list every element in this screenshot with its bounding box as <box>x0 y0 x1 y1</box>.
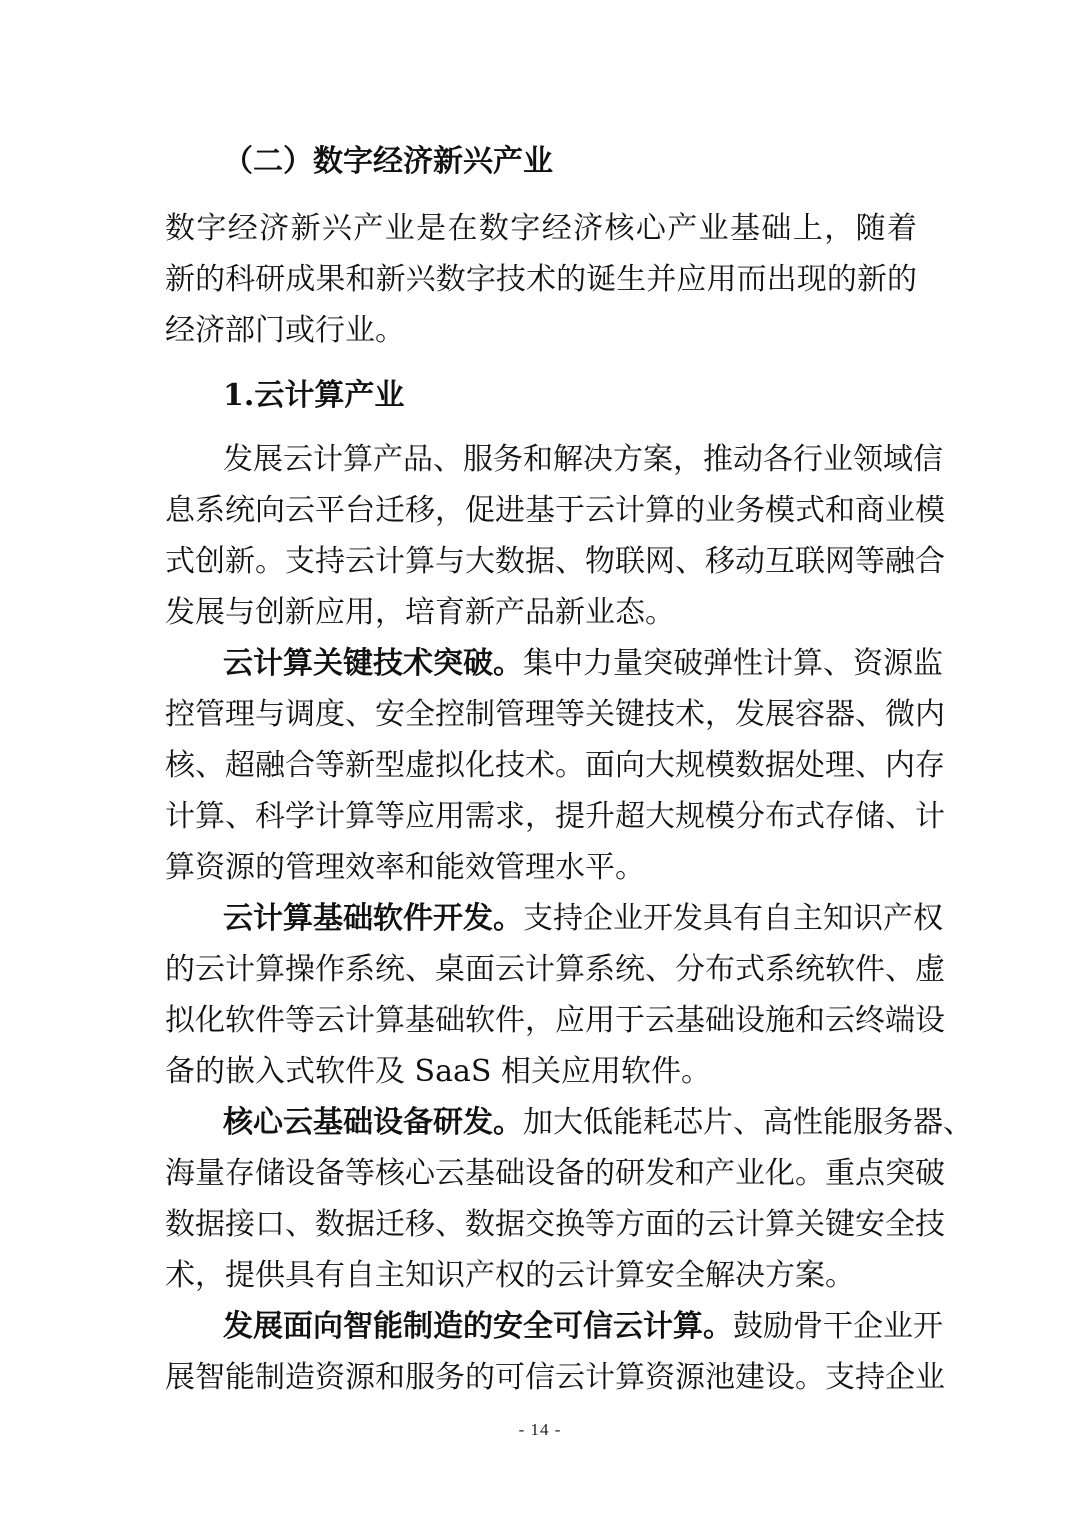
p2-line-2: 控管理与调度、安全控制管理等关键技术，发展容器、微内 <box>165 697 945 732</box>
intro-line-3: 经济部门或行业。 <box>165 313 405 348</box>
section-title: （二）数字经济新兴产业 <box>223 144 553 179</box>
p2-line-3: 核、超融合等新型虚拟化技术。面向大规模数据处理、内存 <box>165 748 945 783</box>
p3-line-2: 的云计算操作系统、桌面云计算系统、分布式系统软件、虚 <box>165 952 945 987</box>
p3-line-4: 备的嵌入式软件及 SaaS 相关应用软件。 <box>165 1054 711 1089</box>
p4-first-rest: 加大低能耗芯片、高性能服务器、 <box>523 1105 973 1140</box>
p1-line-3: 式创新。支持云计算与大数据、物联网、移动互联网等融合 <box>165 544 945 579</box>
p1-line-4: 发展与创新应用，培育新产品新业态。 <box>165 595 675 630</box>
p2-line-4: 计算、科学计算等应用需求，提升超大规模分布式存储、计 <box>165 799 945 834</box>
p4-lead: 核心云基础设备研发。 <box>223 1105 523 1140</box>
p4-line-4: 术，提供具有自主知识产权的云计算安全解决方案。 <box>165 1258 855 1293</box>
p2-line-5: 算资源的管理效率和能效管理水平。 <box>165 850 645 885</box>
p3-line-3: 拟化软件等云计算基础软件，应用于云基础设施和云终端设 <box>165 1003 945 1038</box>
p5-first-rest: 鼓励骨干企业开 <box>733 1309 943 1344</box>
intro-line-2: 新的科研成果和新兴数字技术的诞生并应用而出现的新的 <box>165 262 917 297</box>
p1-line-1: 发展云计算产品、服务和解决方案，推动各行业领域信 <box>223 442 943 477</box>
subsection-title: 1.云计算产业 <box>223 378 405 413</box>
page-number: - 14 - <box>518 1420 562 1439</box>
p4-line-2: 海量存储设备等核心云基础设备的研发和产业化。重点突破 <box>165 1156 945 1191</box>
p3-line-1 <box>223 893 943 945</box>
p4-line-1 <box>223 1097 973 1149</box>
p3-lead: 云计算基础软件开发。 <box>223 901 523 936</box>
p3-first-rest: 支持企业开发具有自主知识产权 <box>523 901 943 936</box>
p2-line-1 <box>223 638 943 690</box>
p5-line-1 <box>223 1301 943 1353</box>
intro-line-1: 数字经济新兴产业是在数字经济核心产业基础上，随着 <box>165 211 917 246</box>
p2-first-rest: 集中力量突破弹性计算、资源监 <box>523 646 943 681</box>
p2-lead: 云计算关键技术突破。 <box>223 646 523 681</box>
p5-lead: 发展面向智能制造的安全可信云计算。 <box>223 1309 733 1344</box>
p5-line-2: 展智能制造资源和服务的可信云计算资源池建设。支持企业 <box>165 1360 945 1395</box>
p4-line-3: 数据接口、数据迁移、数据交换等方面的云计算关键安全技 <box>165 1207 945 1242</box>
p1-line-2: 息系统向云平台迁移，促进基于云计算的业务模式和商业模 <box>165 493 945 528</box>
